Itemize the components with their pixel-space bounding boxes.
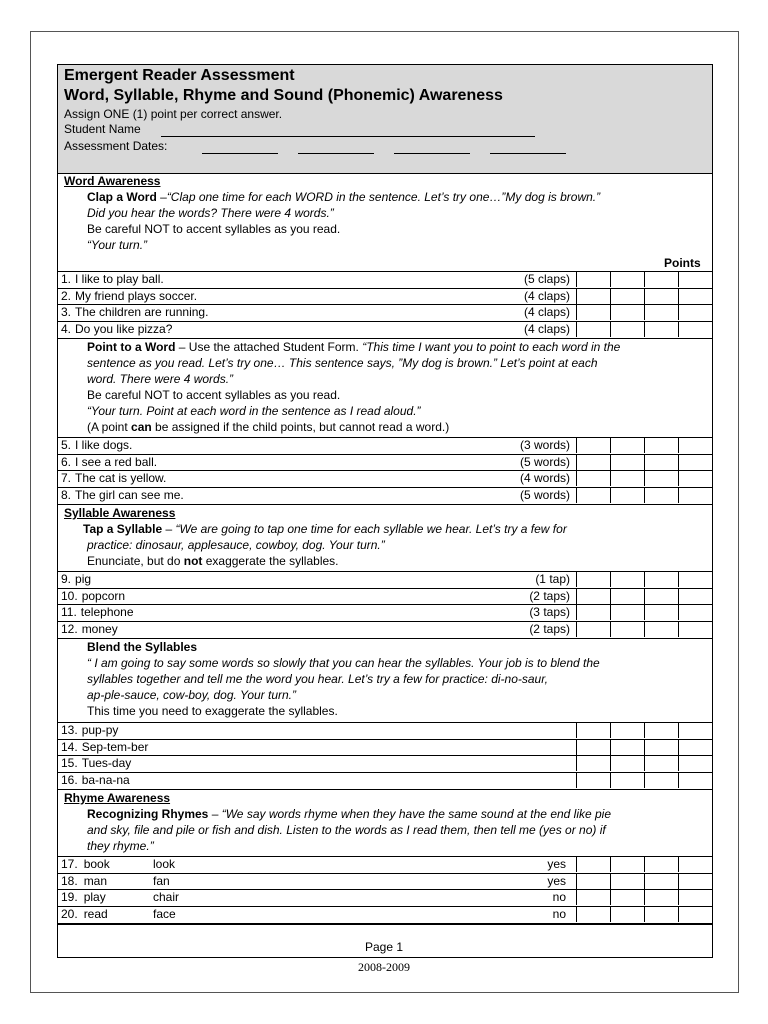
score-cell[interactable] <box>576 487 610 503</box>
clap-instruction-line4: “Your turn.” <box>87 238 148 252</box>
score-cell[interactable] <box>610 588 644 604</box>
item-text: 12. money <box>61 622 118 637</box>
table-row <box>58 454 712 470</box>
item-text: 1. I like to play ball. <box>61 272 164 286</box>
score-cell[interactable] <box>610 906 644 922</box>
score-cell[interactable] <box>610 454 644 470</box>
score-cell[interactable] <box>678 588 712 604</box>
score-cell[interactable] <box>610 722 644 738</box>
score-cell[interactable] <box>644 755 678 771</box>
tap-instruction-line2: practice: dinosaur, applesauce, cowboy, dog. Your turn.” <box>87 538 385 552</box>
score-cell[interactable] <box>576 621 610 637</box>
item-count: (4 claps) <box>523 322 570 337</box>
score-cell[interactable] <box>644 571 678 587</box>
date-field-1[interactable] <box>202 153 278 154</box>
item-count: (2 taps) <box>529 622 570 637</box>
score-cell[interactable] <box>678 470 712 486</box>
score-cell[interactable] <box>644 588 678 604</box>
table-row <box>58 571 712 587</box>
rhyme-word-2: chair <box>153 890 180 905</box>
item-text: 11. telephone <box>61 605 134 620</box>
score-cell[interactable] <box>678 755 712 771</box>
score-cell[interactable] <box>610 873 644 889</box>
table-row <box>58 288 712 304</box>
item-text: 4. Do you like pizza? <box>61 322 173 337</box>
table-row <box>58 321 712 337</box>
dates-label: Assessment Dates: <box>64 139 168 153</box>
header-block <box>58 65 712 174</box>
score-cell[interactable] <box>678 889 712 905</box>
table-row <box>58 772 712 788</box>
score-cell[interactable] <box>610 856 644 872</box>
score-cell[interactable] <box>644 873 678 889</box>
score-cell[interactable] <box>576 739 610 755</box>
score-cell[interactable] <box>678 621 712 637</box>
item-count: (3 taps) <box>529 605 570 620</box>
table-row <box>58 271 712 287</box>
item-count: (4 claps) <box>523 288 570 303</box>
score-cell[interactable] <box>644 454 678 470</box>
score-cell[interactable] <box>576 604 610 620</box>
score-cell[interactable] <box>644 437 678 453</box>
expected-answer: yes <box>547 873 566 888</box>
table-row <box>58 722 712 738</box>
score-cell[interactable] <box>576 571 610 587</box>
blend-instruction-line1: “ I am going to say some words so slowly that you can hear the syllables. Your job is to blend the <box>87 656 600 670</box>
clap-instruction-line1: Clap a Word –“Clap one time for each WORD in the sentence. Let’s try one…”My dog is brown.” <box>87 190 601 204</box>
date-field-2[interactable] <box>298 153 374 154</box>
item-text: 3. The children are running. <box>61 305 209 320</box>
rhyme-instruction-line1: Recognizing Rhymes – “We say words rhyme when they have the same sound at the end like pie <box>87 807 612 821</box>
score-cell[interactable] <box>678 873 712 889</box>
score-cell[interactable] <box>610 288 644 304</box>
score-cell[interactable] <box>576 588 610 604</box>
point-instruction-line6: (A point can be assigned if the child points, but cannot read a word.) <box>87 420 450 434</box>
table-row <box>58 588 712 604</box>
table-row <box>58 856 712 872</box>
score-cell[interactable] <box>678 271 712 287</box>
item-text: 7. The cat is yellow. <box>61 471 167 486</box>
score-cell[interactable] <box>644 304 678 320</box>
blend-heading: Blend the Syllables <box>87 640 198 654</box>
score-cell[interactable] <box>678 321 712 337</box>
score-cell[interactable] <box>610 772 644 788</box>
score-cell[interactable] <box>576 288 610 304</box>
score-cell[interactable] <box>644 604 678 620</box>
tap-instruction-line3: Enunciate, but do not exaggerate the syllables. <box>87 554 339 568</box>
rhyme-word-2: face <box>153 907 176 922</box>
item-text: 2. My friend plays soccer. <box>61 288 198 303</box>
score-cell[interactable] <box>644 722 678 738</box>
score-cell[interactable] <box>678 454 712 470</box>
table-row <box>58 437 712 453</box>
table-row <box>58 487 712 503</box>
point-instruction-line3: word. There were 4 words.” <box>87 372 234 386</box>
table-row <box>58 621 712 637</box>
score-cell[interactable] <box>610 755 644 771</box>
score-cell[interactable] <box>610 621 644 637</box>
score-cell[interactable] <box>576 470 610 486</box>
score-cell[interactable] <box>644 772 678 788</box>
blend-instruction-line2: syllables together and tell me the word you hear. Let’s try a few for practice: di-no-saur, <box>87 672 548 686</box>
score-cell[interactable] <box>576 304 610 320</box>
item-count: (4 words) <box>519 471 570 486</box>
score-cell[interactable] <box>678 571 712 587</box>
score-cell[interactable] <box>678 604 712 620</box>
score-cell[interactable] <box>678 288 712 304</box>
instructions: Assign ONE (1) point per correct answer. <box>64 107 283 121</box>
subtitle: Word, Syllable, Rhyme and Sound (Phonemic) Awareness <box>64 87 503 104</box>
point-instruction-line5: “Your turn. Point at each word in the sentence as I read aloud.” <box>87 404 421 418</box>
item-text: 15. Tues-day <box>61 756 132 771</box>
table-row <box>58 889 712 905</box>
score-cell[interactable] <box>576 437 610 453</box>
rhyme-word-2: fan <box>153 873 170 888</box>
date-field-4[interactable] <box>490 153 566 154</box>
item-text: 13. pup-py <box>61 723 119 737</box>
score-cell[interactable] <box>576 772 610 788</box>
score-cell[interactable] <box>576 722 610 738</box>
date-field-3[interactable] <box>394 153 470 154</box>
score-cell[interactable] <box>644 288 678 304</box>
item-text: 10. popcorn <box>61 588 126 603</box>
item-text: 17. book <box>61 857 110 871</box>
score-cell[interactable] <box>610 304 644 320</box>
score-cell[interactable] <box>576 906 610 922</box>
rhyme-word-2: look <box>153 857 176 871</box>
assessment-sheet <box>57 64 713 958</box>
item-text: 16. ba-na-na <box>61 773 130 788</box>
student-name-label: Student Name <box>64 122 141 136</box>
item-count: (1 tap) <box>535 572 570 586</box>
score-cell[interactable] <box>644 621 678 637</box>
table-bottom-line <box>58 924 712 925</box>
rhyme-instruction-line3: they rhyme.” <box>87 839 154 853</box>
table-row <box>58 604 712 620</box>
score-cell[interactable] <box>576 271 610 287</box>
score-cell[interactable] <box>610 470 644 486</box>
expected-answer: no <box>552 890 566 905</box>
score-cell[interactable] <box>610 604 644 620</box>
points-header: Points <box>664 256 701 270</box>
score-cell[interactable] <box>576 454 610 470</box>
score-cell[interactable] <box>610 271 644 287</box>
score-cell[interactable] <box>678 304 712 320</box>
blend-instruction-line3: ap-ple-sauce, cow-boy, dog. Your turn.” <box>87 688 297 702</box>
item-count: (5 claps) <box>523 272 570 286</box>
item-text: 5. I like dogs. <box>61 438 133 452</box>
item-text: 6. I see a red ball. <box>61 454 158 469</box>
score-cell[interactable] <box>678 772 712 788</box>
school-year: 2008-2009 <box>358 960 410 974</box>
table-row <box>58 470 712 486</box>
score-cell[interactable] <box>610 437 644 453</box>
score-cell[interactable] <box>644 470 678 486</box>
score-cell[interactable] <box>644 487 678 503</box>
rhyme-awareness-heading: Rhyme Awareness <box>64 791 171 805</box>
score-cell[interactable] <box>610 487 644 503</box>
item-text: 19. play <box>61 890 106 905</box>
word-awareness-heading: Word Awareness <box>64 174 161 188</box>
score-cell[interactable] <box>644 271 678 287</box>
item-count: (3 words) <box>519 438 570 452</box>
score-cell[interactable] <box>610 739 644 755</box>
blend-instruction-line4: This time you need to exaggerate the syllables. <box>87 704 338 718</box>
table-row <box>58 873 712 889</box>
score-cell[interactable] <box>644 739 678 755</box>
score-cell[interactable] <box>644 906 678 922</box>
item-count: (4 claps) <box>523 305 570 320</box>
score-cell[interactable] <box>644 889 678 905</box>
student-name-field[interactable] <box>161 136 535 137</box>
title: Emergent Reader Assessment <box>64 67 295 84</box>
score-cell[interactable] <box>678 906 712 922</box>
item-text: 8. The girl can see me. <box>61 488 184 503</box>
score-cell[interactable] <box>610 571 644 587</box>
page-number: Page 1 <box>364 940 404 954</box>
syllable-awareness-heading: Syllable Awareness <box>64 506 176 520</box>
clap-instruction-line2: Did you hear the words? There were 4 words.” <box>87 206 334 220</box>
score-cell[interactable] <box>678 739 712 755</box>
score-cell[interactable] <box>576 856 610 872</box>
score-cell[interactable] <box>644 856 678 872</box>
rhyme-instruction-line2: and sky, file and pile or fish and dish. Listen to the words as I read them, then tell me (yes or no) if <box>87 823 606 837</box>
score-cell[interactable] <box>678 487 712 503</box>
score-cell[interactable] <box>644 321 678 337</box>
item-text: 18. man <box>61 873 108 888</box>
expected-answer: no <box>552 907 566 922</box>
score-cell[interactable] <box>576 321 610 337</box>
point-instruction-line2: sentence as you read. Let’s try one… This sentence says, ”My dog is brown.” Let’s point at each <box>87 356 598 370</box>
table-row <box>58 755 712 771</box>
score-cell[interactable] <box>576 889 610 905</box>
expected-answer: yes <box>547 857 566 871</box>
point-instruction-line1: Point to a Word – Use the attached Student Form. “This time I want you to point to each word in the <box>87 340 621 354</box>
score-cell[interactable] <box>610 321 644 337</box>
clap-instruction-line3: Be careful NOT to accent syllables as you read. <box>87 222 341 236</box>
score-cell[interactable] <box>678 856 712 872</box>
item-text: 9. pig <box>61 572 92 586</box>
point-instruction-line4: Be careful NOT to accent syllables as you read. <box>87 388 341 402</box>
score-cell[interactable] <box>610 889 644 905</box>
score-cell[interactable] <box>576 755 610 771</box>
item-count: (5 words) <box>519 454 570 469</box>
score-cell[interactable] <box>678 722 712 738</box>
table-row <box>58 304 712 320</box>
item-count: (2 taps) <box>529 588 570 603</box>
score-cell[interactable] <box>678 437 712 453</box>
table-row <box>58 739 712 755</box>
score-cell[interactable] <box>576 873 610 889</box>
item-text: 14. Sep-tem-ber <box>61 739 149 754</box>
item-text: 20. read <box>61 907 108 922</box>
table-row <box>58 906 712 922</box>
item-count: (5 words) <box>519 488 570 503</box>
tap-instruction-line1: Tap a Syllable – “We are going to tap one time for each syllable we hear. Let’s try a few for <box>83 522 567 536</box>
